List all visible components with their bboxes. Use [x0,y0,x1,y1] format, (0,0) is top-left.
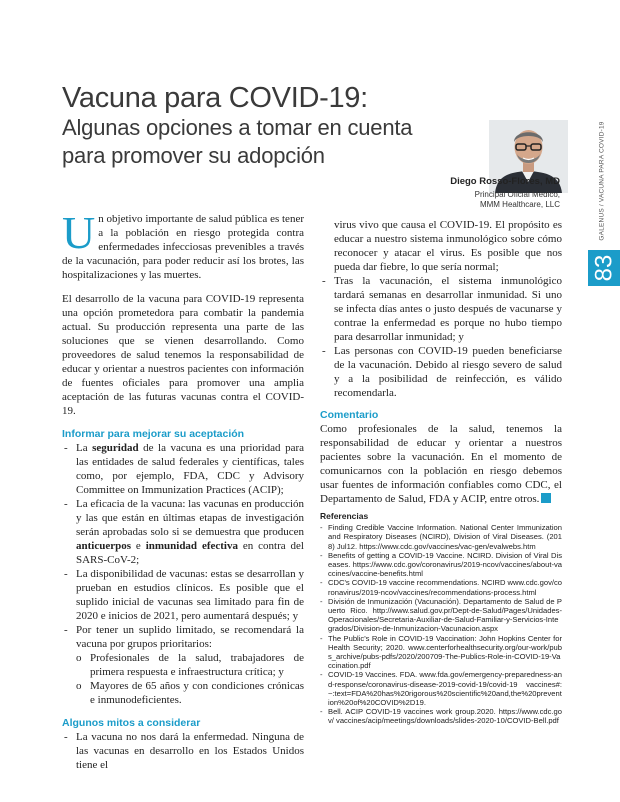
heading-comment: Comentario [320,409,379,421]
reference-item: - Bell. ACIP COVID-19 vaccines work group.2020. https://www.cdc.gov/ vaccines/acip/meetings/downloads/slides-2020-10/COVID-Bell.pdf [320,707,562,725]
m1-continued: virus vivo que causa el COVID-19. El propósito es educar a nuestro sistema inmunológico sobre cómo reconocer y atacar el virus. Es posible que nos pueda dar fiebre, lo que sería normal; [334,219,562,273]
b2-pre: La eficacia de la vacuna: las vacunas en producción y las que están en últimas etapas de investigación serán aprobadas solo si se demuestra que producen [76,498,304,538]
b1-post: de la vacuna es una prioridad para las entidades de salud federales y científicas, tales como, por ejemplo, FDA, CDC y Advisory Committee on Immunization Practices (ACIP); [76,442,304,496]
b2-bold-2: inmunidad efectiva [145,540,238,552]
author-role-title: Principal Oficial Médico, [474,190,560,199]
heading-acceptance: Informar para mejorar su aceptación [62,428,245,440]
column-left [62,207,304,772]
b1-bold: seguridad [92,442,139,454]
intro-text: n objetivo importante de salud pública es tener a la población en riesgo protegida contra enfermedades infecciosas prevenibles a través de la vacunación, para poder reducir así los brotes, las hospitalizaciones y las muertes. [62,213,304,281]
b2-post: en contra del SARS-CoV-2; [76,540,304,566]
list-item [62,497,304,567]
references-heading: Referencias [320,511,369,521]
reference-item: - División de Inmunización (Vacunación). Departamento de Salud de Puerto Rico. http://www.salud.gov.pr/Dept-de-Salud/Pages/Unidades-Operacionales/Secretaria-Auxiliar-de-Salud-Familiar-y-Servicios-Integrados/Division-de-Inmunizacion-Vacunacion.aspx [320,597,562,634]
list-item: o Profesionales de la salud, trabajadores de primera respuesta e infraestructura crítica; y [76,651,304,679]
intro-paragraph [62,207,304,282]
column-right [320,218,562,506]
reference-item: - Benefits of getting a COVID-19 Vaccine. NCIRD. Division of Viral Diseases. https://www.cdc.gov/coronavirus/2019-ncov/vaccines/about-vaccines/vaccine-benefits.html [320,551,562,579]
b2-mid: e [131,540,146,552]
author-role-company: MMM Healthcare, LLC [479,200,560,209]
acceptance-list [62,441,304,707]
title-line-3: para promover su adopción [62,143,325,168]
list-item [62,623,304,707]
list-item: - La vacuna no nos dará la enfermedad. Ninguna de las vacunas en desarrollo en los Estados Unidos tiene el [62,730,304,772]
comment-text: Como profesionales de la salud, tenemos la responsabilidad de educar y orientar a nuestros pacientes sobre la vacunación. En el momento de comunicarnos con la población en riesgo debemos usar fuentes de información confiables como CDC, el Departamento de Salud, FDA y ACIP, entre otros. [320,423,562,505]
list-item: o Mayores de 65 años y con condiciones crónicas e inmunodeficientes. [76,679,304,707]
b2-bold-1: anticuerpos [76,540,131,552]
myths-list [62,730,304,772]
list-item: - Tras la vacunación, el sistema inmunológico tardará semanas en desarrollar inmunidad. Si uno se infecta días antes o justo después de vacunarse y contrae la enfermedad es porque no hubo tiempo para desarrollar inmunidad; y [320,274,562,344]
page-number-tab [588,250,620,286]
title-line-1: Vacuna para COVID-19: [62,82,368,114]
development-paragraph: El desarrollo de la vacuna para COVID-19 representa una opción prometedora para combatir la pandemia actual. Su producción representa una parte de las soluciones que se vienen desarrollando. Como proveedores de salud tenemos la responsabilidad de educar y orientar a nuestros pacientes con información de fuentes oficiales para promover una amplia aceptación de las futuras vacunas contra el COVID-19. [62,293,304,417]
list-item-continued [320,218,562,274]
list-item [62,441,304,497]
b4-text: Por tener un suplido limitado, se recomendará la vacuna por grupos prioritarios: [76,624,304,650]
author-role [475,190,560,210]
running-head [594,116,610,246]
b1-pre: La [76,442,93,454]
drop-cap: U [62,207,96,258]
title-line-2: Algunas opciones a tomar en cuenta [62,115,413,140]
references-list [320,523,562,725]
list-item: - Las personas con COVID-19 pueden beneficiarse de la vacunación. Debido al riesgo severo de salud y a la posibilidad de reinfección, es válido recomendarla. [320,344,562,400]
reference-item: - CDC's COVID-19 vaccine recommendations. NCIRD www.cdc.gov/coronavirus/2019-ncov/vaccines/recommendations-process.html [320,578,562,596]
author-name: Diego Rosso-Flores, MD [450,176,560,187]
references [320,512,562,726]
reference-item: - Finding Credible Vaccine Information. National Center Immunization and Respiratory Diseases (NCIRD), Division of Viral Diseases. (2018) Jul12. https://www.cdc.gov/vaccines/vac-gen/evalwebs.htm [320,523,562,551]
reference-item: - COVID-19 Vaccines. FDA. www.fda.gov/emergency-preparedness-and-response/coronavirus-disease-2019-covid-19/covid-19 vaccines#:~:text=FDA%20has%20rigorous%20scientific%20and,the%20prevention%20of%20COVID%2D19. [320,670,562,707]
myths-list-continued [320,218,562,400]
reference-item: - The Public's Role in COVID-19 Vaccination: John Hopkins Center for Health Security; 2020. www.centerforhealthsecurity.org/our-work/pubs_archive/pubs-pdfs/2020/200709-The-Publics-Role-in-COVID-19-Vaccination.pdf [320,634,562,671]
heading-myths: Algunos mitos a considerar [62,717,201,729]
list-item: - La disponibilidad de vacunas: estas se desarrollan y prueban en estudios clínicos. Es posible que el suplido inicial de vacunas sea limitado para fin de 2020 e inicios de 2021, pero aumentará después; y [62,567,304,623]
end-mark-icon [541,493,551,503]
page-number: 83 [589,254,617,282]
priority-groups-list [76,651,304,707]
article-title [62,82,502,170]
comment-paragraph [320,422,562,506]
running-head-text: GALENUS / VACUNA PARA COVID-19 [598,121,606,241]
